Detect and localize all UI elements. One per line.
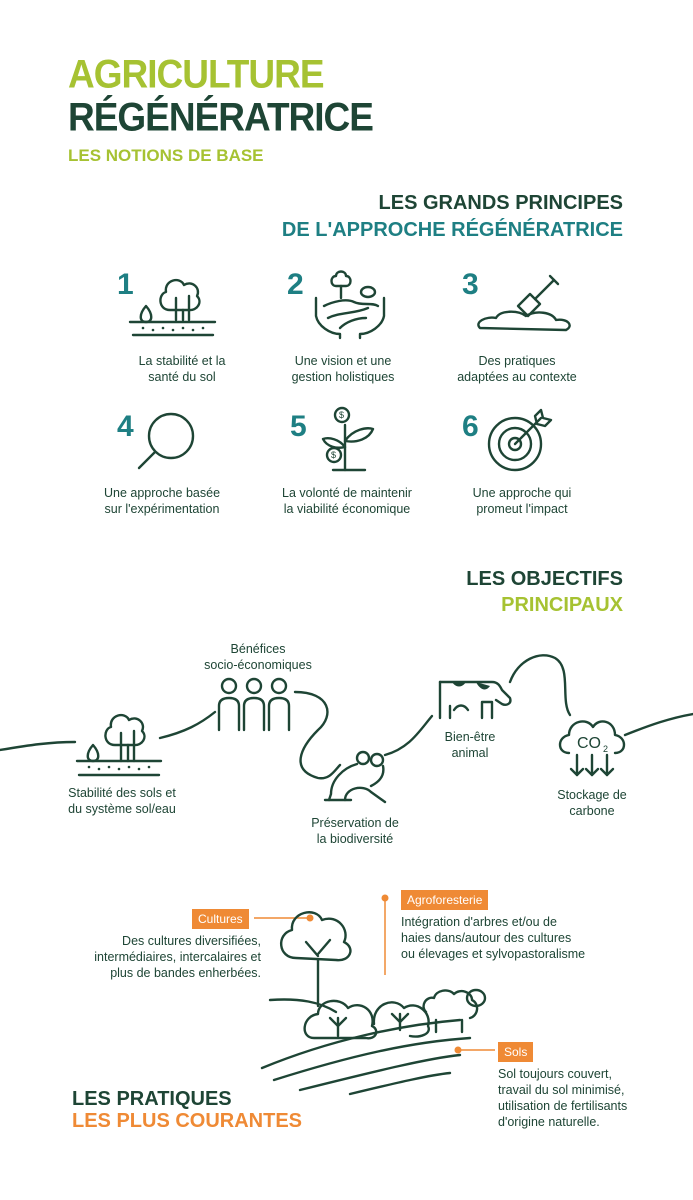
principle-caption-2: Une vision et une gestion holistiques xyxy=(291,354,395,384)
objective-caption-5: Stockage de carbone xyxy=(557,788,627,818)
objectives-heading-1: LES OBJECTIFS xyxy=(466,568,623,590)
objective-tree-soil-icon xyxy=(75,705,170,777)
principle-number-5: 5 xyxy=(290,410,307,443)
principle-caption-6: Une approche qui promeut l'impact xyxy=(472,486,572,516)
principle-number-2: 2 xyxy=(287,268,304,301)
principle-caption-5: La volonté de maintenir la viabilité économique xyxy=(282,486,412,516)
tree-soil-icon xyxy=(125,268,220,338)
principle-number-3: 3 xyxy=(462,268,479,301)
practices-heading-1: LES PRATIQUES xyxy=(72,1088,232,1110)
target-icon xyxy=(485,408,555,478)
tag-agroforesterie: Agroforesterie xyxy=(401,890,488,910)
magnifier-icon xyxy=(133,410,213,475)
objective-caption-1: Stabilité des sols et du système sol/eau xyxy=(68,786,176,816)
principles-heading-2: DE L'APPROCHE RÉGÉNÉRATRICE xyxy=(281,219,623,241)
cultures-description: Des cultures diversifiées, intermédiaires, intercalaires et plus de bandes enherbées. xyxy=(94,934,261,980)
principle-caption-4: Une approche basée sur l'expérimentation xyxy=(103,486,221,516)
principle-caption-3: Des pratiques adaptées au contexte xyxy=(457,354,577,384)
principle-number-6: 6 xyxy=(462,410,479,443)
co2-cloud-icon xyxy=(555,713,630,783)
co2-label: CO xyxy=(577,735,601,752)
hands-landscape-icon xyxy=(310,268,390,340)
principle-number-4: 4 xyxy=(117,410,134,443)
cow-icon xyxy=(432,674,514,722)
sols-description: Sol toujours couvert, travail du sol minimisé, utilisation de fertilisants d'origine naturelle. xyxy=(498,1067,628,1129)
tag-sols: Sols xyxy=(498,1042,533,1062)
practices-heading-2: LES PLUS COURANTES xyxy=(72,1110,303,1132)
money-plant-icon xyxy=(315,405,380,475)
objective-caption-4: Bien-être animal xyxy=(444,730,496,760)
people-icon xyxy=(215,676,295,734)
objective-caption-3: Préservation de la biodiversité xyxy=(311,816,399,846)
title-line-1: AGRICULTURE xyxy=(68,52,324,97)
principle-caption-1: La stabilité et la santé du sol xyxy=(138,354,226,384)
subtitle: LES NOTIONS DE BASE xyxy=(68,146,264,165)
title-line-2: RÉGÉNÉRATRICE xyxy=(68,95,373,140)
principle-number-1: 1 xyxy=(117,268,134,301)
agro-description: Intégration d'arbres et/ou de haies dans/autour des cultures ou élevages et sylvopastoralisme xyxy=(401,915,586,961)
co2-subscript: 2 xyxy=(603,744,609,754)
svg-text:$: $ xyxy=(339,410,345,420)
shovel-icon xyxy=(472,270,582,338)
frog-icon xyxy=(323,748,393,806)
tag-cultures: Cultures xyxy=(192,909,249,929)
svg-text:$: $ xyxy=(331,450,337,460)
objectives-heading-2: PRINCIPAUX xyxy=(501,594,623,616)
objective-caption-2: Bénéfices socio-économiques xyxy=(204,642,312,672)
principles-heading-1: LES GRANDS PRINCIPES xyxy=(378,192,623,214)
